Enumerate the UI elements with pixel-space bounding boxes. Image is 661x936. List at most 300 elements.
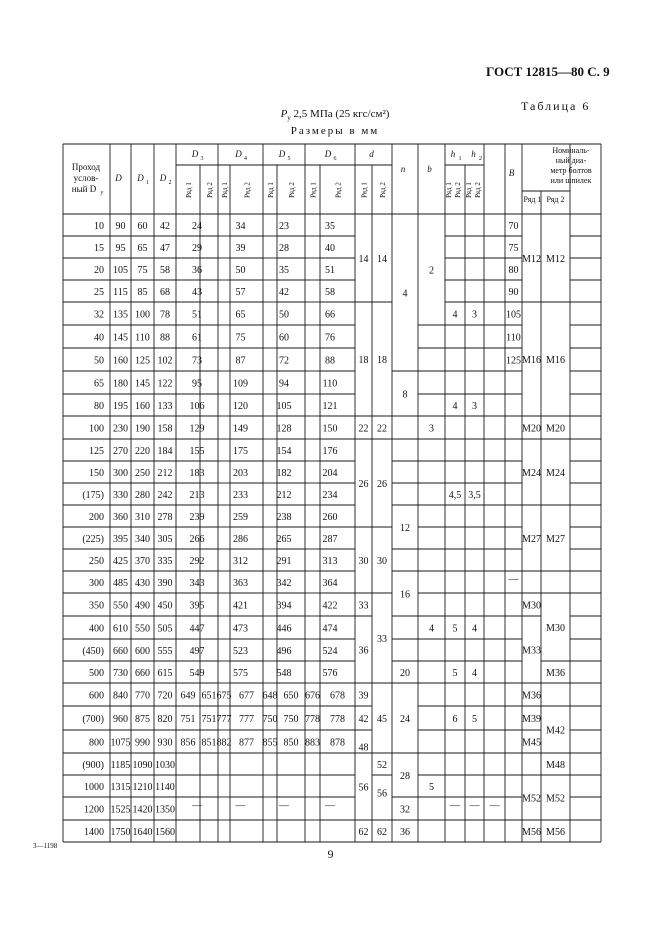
table-cell: 360 [113, 512, 128, 523]
table-cell: 110 [135, 332, 150, 344]
table-cell: 12 [400, 523, 410, 534]
table-cell: M52 [546, 793, 565, 805]
table-cell: 230 [113, 423, 128, 435]
table-cell: 121 [322, 401, 338, 412]
table-cell: 259 [233, 512, 248, 523]
table-cell: 120 [233, 401, 248, 412]
table-cell: 73 [192, 355, 202, 367]
header-symbol: b [427, 164, 432, 174]
table-cell: 4 [429, 623, 434, 635]
table-cell: 340 [135, 534, 150, 545]
print-code: 3—1198 [33, 842, 58, 850]
table-cell: 62 [377, 827, 387, 838]
table-cell: 60 [137, 221, 148, 232]
table-cell: 28 [279, 243, 289, 254]
table-cell: 100 [135, 309, 150, 321]
table-cell: M56 [522, 827, 541, 838]
table-cell: 473 [233, 623, 248, 635]
table-cell: 310 [135, 512, 150, 523]
table-cell: 4 [472, 668, 477, 679]
table-cell: 751 [180, 714, 196, 725]
table-cell: 615 [157, 668, 173, 679]
table-cell: 133 [157, 401, 173, 412]
table-cell: 777 [216, 714, 232, 725]
table-cell: 1030 [155, 760, 175, 771]
table-cell: 4,5 [448, 490, 462, 501]
table-cell: 1350 [155, 804, 175, 816]
table-cell: 1200 [84, 804, 104, 816]
header-bolt: метр болтов [550, 166, 592, 175]
table-cell: 212 [157, 468, 173, 479]
table-cell: 125 [135, 355, 150, 367]
table-cell: 278 [157, 512, 173, 523]
table-cell: 90 [115, 221, 126, 232]
table-cell: 39 [235, 243, 246, 254]
table-cell: 43 [192, 287, 202, 298]
header-symbol: D [191, 149, 199, 159]
table-cell: 94 [279, 378, 289, 390]
header-row2-rotated: Ряд 2 [288, 182, 296, 198]
table-cell: 65 [94, 378, 104, 390]
table-cell: 497 [189, 646, 205, 657]
table-cell: M42 [546, 725, 565, 737]
table-cell: 395 [189, 600, 205, 612]
table-cell: 3,5 [468, 490, 481, 501]
table-cell: M48 [546, 760, 565, 771]
table-cell: 330 [113, 490, 128, 501]
table-cell: 450 [157, 600, 173, 612]
header-symbol-sub: 2 [168, 180, 172, 186]
table-cell: 1315 [110, 782, 131, 793]
table-cell: 47 [160, 243, 170, 254]
table-cell: 76 [325, 332, 335, 344]
table-cell: 233 [233, 490, 248, 501]
table-cell: 42 [160, 221, 170, 232]
table-cell: M16 [522, 355, 541, 366]
table-cell: — [450, 800, 460, 812]
table-cell: 158 [157, 423, 173, 435]
table-cell: 550 [113, 600, 128, 612]
header-bolt: Номиналь- [552, 146, 590, 155]
table-cell: 24 [192, 221, 202, 232]
table-cell: 80 [94, 401, 104, 412]
table-cell: 1210 [132, 782, 153, 793]
table-cell: 14 [377, 254, 387, 265]
table-cell: 32 [400, 804, 410, 816]
table-cell: 87 [235, 355, 246, 367]
header-row1-rotated: Ряд 1 [185, 182, 193, 198]
table-cell: 576 [322, 668, 338, 679]
header-symbol: d [369, 149, 374, 159]
header-row2-rotated: Ряд 2 [243, 182, 252, 198]
table-cell: 447 [189, 623, 205, 635]
header-symbol: h [450, 149, 456, 159]
table-cell: 29 [192, 243, 202, 254]
table-cell: 575 [233, 668, 248, 679]
table-cell: 1750 [110, 827, 131, 838]
header-symbol: D [115, 173, 122, 183]
table-cell: 18 [358, 355, 369, 366]
table-cell: 446 [276, 623, 292, 635]
table-cell: M45 [522, 737, 541, 749]
table-cell: 40 [94, 332, 104, 344]
header-row2-rotated: Ряд 2 [454, 182, 462, 198]
table-cell: 5 [472, 714, 477, 725]
table-cell: 78 [160, 309, 170, 321]
header-bolt: или шпилек [550, 176, 592, 185]
table-cell: 490 [135, 600, 150, 612]
header-dn: ный D [71, 184, 97, 194]
table-cell: 176 [322, 446, 338, 457]
header-row1-rotated: Ряд 1 [465, 182, 473, 198]
table-cell: 68 [160, 287, 170, 298]
header-symbol: B [508, 168, 515, 178]
table-cell: M20 [522, 423, 541, 435]
table-cell: 312 [233, 556, 248, 567]
table-cell: 610 [113, 623, 128, 635]
table-cell: 50 [279, 309, 289, 321]
table-cell: (225) [82, 534, 104, 545]
table-cell: 48 [358, 742, 369, 754]
table-cell: 128 [276, 423, 292, 435]
table-cell: 350 [89, 600, 104, 612]
table-cell: 1090 [132, 760, 153, 771]
table-cell: 15 [94, 243, 104, 254]
table-cell: 930 [157, 737, 173, 749]
header-symbol: D [324, 149, 332, 159]
table-cell: 150 [322, 423, 338, 435]
table-cell: 23 [279, 221, 289, 232]
table-cell: 203 [233, 468, 248, 479]
table-cell: 30 [377, 556, 387, 567]
table-cell: 20 [400, 668, 410, 679]
table-cell: 22 [377, 423, 387, 435]
table-cell: 42 [279, 287, 289, 298]
table-cell: 105 [276, 401, 292, 412]
table-cell: 882 [216, 737, 232, 749]
table-cell: 960 [113, 714, 128, 725]
table-cell: 250 [135, 468, 150, 479]
table-cell: 675 [216, 690, 232, 702]
table-cell: 213 [189, 490, 205, 501]
table-cell: 75 [508, 243, 519, 254]
header-row1: Ряд 1 [523, 195, 542, 204]
table-cell: 88 [160, 332, 170, 344]
header-row1-rotated: Ряд 1 [360, 182, 369, 198]
table-cell: 39 [358, 690, 369, 702]
table-cell: 648 [262, 690, 278, 702]
table-cell: M24 [522, 468, 541, 479]
table-cell: 770 [135, 690, 150, 702]
table-cell: — [469, 800, 480, 812]
table-cell: — [508, 574, 519, 585]
table-cell: (900) [82, 760, 104, 771]
table-cell: 730 [113, 668, 128, 679]
table-cell: M12 [522, 254, 541, 265]
table-cell: 496 [276, 646, 292, 657]
table-cell: 149 [233, 423, 248, 435]
header-dn: услов- [73, 173, 99, 183]
table-cell: 266 [189, 534, 205, 545]
table-cell: 26 [358, 479, 369, 490]
table-cell: 875 [135, 714, 150, 725]
table-cell: 300 [113, 468, 128, 479]
table-cell: 485 [113, 578, 128, 589]
table-cell: 313 [322, 556, 338, 567]
table-cell: 42 [358, 714, 369, 725]
table-cell: 425 [113, 556, 128, 567]
table-cell: 115 [113, 287, 128, 298]
table-cell: 58 [325, 287, 335, 298]
table-cell: 135 [113, 309, 128, 321]
header-row2-rotated: Ряд 2 [474, 182, 482, 198]
table-cell: 650 [283, 690, 299, 702]
table-cell: (175) [82, 490, 104, 501]
table-cell: 651 [201, 690, 217, 702]
table-cell: 50 [94, 355, 104, 367]
table-cell: 65 [235, 309, 246, 321]
table-cell: 778 [305, 714, 320, 725]
table-cell: 286 [233, 534, 248, 545]
table-cell: 51 [325, 265, 335, 276]
table-cell: 878 [330, 737, 345, 749]
table-cell: 66 [325, 309, 335, 321]
table-cell: 33 [377, 634, 387, 645]
table-cell: M30 [546, 623, 565, 634]
table-cell: 238 [276, 512, 292, 523]
table-cell: 58 [160, 265, 170, 276]
table-cell: M27 [546, 534, 565, 545]
header-symbol-sub: 3 [200, 156, 204, 162]
table-cell: 342 [276, 578, 292, 589]
table-cell: 129 [189, 423, 205, 435]
table-cell: 990 [135, 737, 150, 749]
table-cell: M56 [546, 827, 565, 838]
table-cell: 750 [283, 714, 299, 725]
table-cell: 122 [157, 378, 173, 390]
header-row2: Ряд 2 [546, 195, 565, 204]
dimensions-note: Размеры в мм [290, 125, 380, 138]
header-dn: Проход [71, 162, 101, 172]
table-cell: 110 [322, 378, 338, 390]
table-cell: 145 [135, 378, 150, 390]
table-cell: 36 [358, 645, 369, 657]
table-cell: 204 [322, 468, 338, 479]
header-symbol-sub: 1 [458, 156, 462, 162]
header-row1-rotated: Ряд 1 [221, 182, 229, 198]
header-symbol-sub: 2 [479, 156, 482, 162]
header-row2-rotated: Ряд 2 [206, 182, 214, 198]
table-cell: 820 [157, 714, 173, 725]
table-cell: 1075 [110, 737, 131, 749]
header-symbol: D [159, 173, 167, 183]
table-cell: 60 [279, 332, 289, 344]
table-cell: 394 [276, 600, 292, 612]
table-cell: 4 [452, 309, 458, 321]
table-cell: 57 [235, 287, 246, 298]
table-cell: 80 [508, 265, 519, 276]
table-cell: M39 [522, 714, 541, 725]
table-cell: 555 [157, 646, 173, 657]
table-cell: 676 [305, 690, 320, 702]
table-cell: (450) [82, 646, 104, 657]
table-cell: 430 [135, 578, 150, 589]
table-cell: 548 [276, 668, 292, 679]
table-cell: 212 [276, 490, 292, 501]
table-cell: 1000 [84, 782, 104, 793]
table-cell: M36 [522, 690, 541, 702]
table-cell: 883 [305, 737, 320, 749]
table-cell: 180 [113, 378, 128, 390]
table-cell: 24 [400, 714, 410, 725]
table-cell: 549 [189, 668, 205, 679]
table-cell: 751 [201, 714, 217, 725]
table-cell: 5 [429, 782, 434, 793]
table-cell: 250 [89, 556, 104, 567]
table-cell: 2 [429, 265, 434, 277]
header-symbol: D [137, 173, 144, 183]
table-cell: 292 [189, 556, 205, 567]
header-symbol-sub: 4 [244, 156, 247, 162]
table-cell: M12 [546, 254, 565, 265]
header-symbol-sub: 1 [146, 180, 149, 186]
table-cell: 474 [322, 623, 338, 635]
table-cell: 35 [325, 221, 335, 232]
table-cell: 1400 [84, 827, 104, 838]
table-cell: 370 [135, 556, 150, 567]
table-cell: 85 [137, 287, 148, 298]
header-symbol: D [278, 149, 286, 159]
table-cell: 660 [135, 668, 150, 679]
table-cell: 36 [400, 827, 410, 838]
table-cell: 777 [239, 714, 254, 725]
table-cell: 550 [135, 623, 150, 635]
table-cell: 660 [113, 646, 128, 657]
table-cell: 677 [239, 690, 254, 702]
table-cell: 75 [235, 332, 246, 344]
table-cell: 4 [472, 623, 477, 635]
table-cell: 45 [377, 714, 387, 725]
table-cell: 184 [157, 446, 173, 457]
table-cell: 778 [330, 714, 345, 725]
table-cell: — [192, 800, 202, 812]
table-cell: 125 [89, 446, 104, 457]
table-cell: 505 [157, 623, 173, 635]
table-cell: 363 [233, 578, 248, 589]
table-cell: M20 [546, 423, 565, 435]
table-cell: 1420 [132, 804, 153, 816]
table-cell: 32 [94, 309, 104, 321]
table-cell: 1640 [132, 827, 153, 838]
pressure-value: 2,5 МПа (25 кгс/см²) [293, 108, 390, 120]
table-cell: 150 [89, 468, 104, 479]
table-cell: 200 [89, 512, 104, 523]
table-cell: 4 [402, 288, 408, 300]
pressure-symbol: P [280, 108, 288, 120]
table-cell: 95 [115, 243, 126, 254]
table-cell: 305 [157, 534, 173, 545]
table-cell: 8 [402, 389, 408, 401]
table-cell: 1560 [155, 827, 175, 838]
table-cell: 422 [322, 600, 338, 612]
table-cell: 36 [192, 265, 202, 276]
table-cell: 720 [157, 690, 173, 702]
table-cell: 110 [506, 332, 521, 344]
table-cell: — [279, 800, 289, 812]
header-symbol: h [471, 149, 476, 159]
table-cell: 155 [189, 446, 205, 457]
table-cell: 856 [180, 737, 196, 749]
table-cell: 877 [239, 737, 254, 749]
header-symbol-sub: 5 [287, 156, 291, 162]
table-cell: 195 [113, 401, 128, 412]
table-cell: 220 [135, 446, 150, 457]
header-row2-rotated: Ряд 2 [334, 182, 343, 198]
table-cell: 16 [400, 589, 410, 601]
header-row1-rotated: Ряд 1 [445, 182, 453, 198]
table-cell: 3 [472, 309, 477, 321]
table-cell: 265 [276, 534, 292, 545]
table-cell: 300 [89, 578, 104, 589]
table-cell: 125 [506, 355, 521, 367]
table-cell: 28 [400, 771, 410, 782]
table-cell: 10 [94, 221, 104, 232]
table-cell: 22 [358, 423, 369, 435]
table-cell: 145 [113, 332, 128, 344]
table-cell: 1140 [155, 782, 175, 793]
table-cell: M52 [522, 793, 541, 805]
table-cell: M16 [546, 355, 565, 366]
table-cell: 175 [233, 446, 248, 457]
table-cell: 95 [192, 378, 202, 390]
table-cell: — [235, 800, 246, 812]
table-cell: 260 [322, 512, 338, 523]
header-dn-sub: у [100, 190, 104, 196]
pressure-subscript: y [287, 114, 291, 123]
table-cell: M24 [546, 468, 565, 479]
table-cell: 160 [135, 401, 150, 412]
table-cell: 56 [377, 788, 387, 800]
header-symbol: D [235, 149, 242, 159]
table-cell: 62 [358, 827, 369, 838]
header-row1-rotated: Ряд 1 [309, 182, 318, 198]
table-cell: 390 [157, 578, 173, 589]
header-bolt: ный диа- [555, 156, 587, 165]
table-cell: 234 [322, 490, 338, 501]
table-cell: 5 [452, 623, 458, 635]
table-cell: 364 [322, 578, 338, 589]
table-cell: 100 [89, 423, 104, 435]
table-cell: M27 [522, 534, 541, 545]
table-cell: 160 [113, 355, 128, 367]
table-cell: 88 [325, 355, 335, 367]
document-reference: ГОСТ 12815—80 С. 9 [486, 64, 610, 79]
header-symbol-sub: 6 [333, 156, 337, 162]
table-cell: 855 [262, 737, 278, 749]
header-row2-rotated: Ряд 2 [379, 182, 387, 198]
table-cell: 239 [189, 512, 205, 523]
table-cell: 600 [135, 646, 150, 657]
header-row1-rotated: Ряд 1 [267, 182, 275, 198]
table-cell: 56 [358, 782, 369, 794]
table-cell: 840 [113, 690, 128, 702]
table-cell: 51 [192, 309, 202, 321]
table-cell: 524 [322, 646, 338, 657]
table-cell: 105 [113, 265, 128, 276]
table-cell: 523 [233, 646, 248, 657]
table-cell: 109 [233, 378, 248, 390]
table-cell: 33 [358, 600, 369, 612]
